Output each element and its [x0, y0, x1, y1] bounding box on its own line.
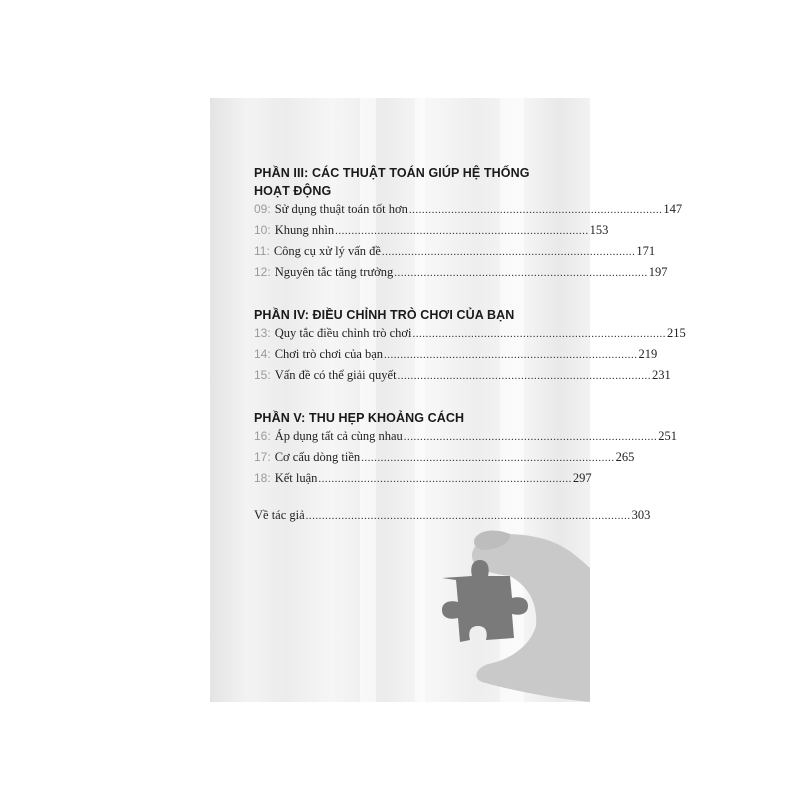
toc-entry[interactable]: 14 : Chơi trò chơi của bạn .............................................................................. 219 — [254, 347, 658, 361]
leader-dots: .................................................................................................... — [305, 510, 631, 522]
toc-entry[interactable]: 15 : Vấn đề có thể giải quyết .............................................................................. 231 — [254, 368, 671, 382]
leader-dots: .............................................................................. — [412, 328, 666, 340]
page-number: 197 — [648, 265, 668, 279]
page-number: 251 — [658, 429, 678, 443]
section-part-5 — [254, 409, 678, 492]
leader-dots: .............................................................................. — [408, 204, 663, 216]
toc-entry[interactable]: 12 : Nguyên tắc tăng trưởng .............................................................................. 197 — [254, 265, 668, 279]
leader-dots: .............................................................................. — [384, 349, 638, 361]
leader-dots: .............................................................................. — [318, 473, 572, 485]
chapter-number: 13 — [254, 326, 268, 340]
chapter-title: Quy tắc điều chỉnh trò chơi — [274, 326, 412, 340]
page-number: 219 — [638, 347, 658, 361]
chapter-title: Áp dụng tất cả cùng nhau — [274, 429, 403, 443]
leader-dots: .............................................................................. — [335, 225, 589, 237]
toc-entry[interactable]: 10 : Khung nhìn .............................................................................. 153 — [254, 223, 609, 237]
page-number: 153 — [589, 223, 609, 237]
chapter-number: 12 — [254, 265, 268, 279]
chapter-title: Vấn đề có thể giải quyết — [274, 368, 397, 382]
section-title: PHẦN III: CÁC THUẬT TOÁN GIÚP HỆ THỐNG — [254, 166, 530, 180]
book-page — [210, 98, 686, 702]
chapter-number: 14 — [254, 347, 268, 361]
toc-entry[interactable]: 18 : Kết luận .............................................................................. 297 — [254, 471, 592, 485]
chapter-title: Sử dụng thuật toán tốt hơn — [274, 202, 408, 216]
section-part-4 — [254, 306, 686, 389]
page-number: 215 — [666, 326, 686, 340]
section-title-continued: HOẠT ĐỘNG — [254, 184, 332, 198]
leader-dots: .............................................................................. — [361, 452, 615, 464]
leader-dots: .............................................................................. — [397, 370, 652, 382]
toc-entry[interactable]: 11 : Công cụ xử lý vấn đề .............................................................................. 171 — [254, 244, 656, 258]
page-number: 147 — [663, 202, 683, 216]
section-title: PHẦN IV: ĐIỀU CHỈNH TRÒ CHƠI CỦA BẠN — [254, 308, 515, 322]
toc-entry[interactable]: 16 : Áp dụng tất cả cùng nhau .............................................................................. 251 — [254, 429, 678, 443]
chapter-number: 17 — [254, 450, 268, 464]
toc-entry[interactable]: 13 : Quy tắc điều chỉnh trò chơi .............................................................................. 215 — [254, 326, 686, 340]
page-number: 297 — [572, 471, 592, 485]
chapter-title: Cơ cấu dòng tiền — [274, 450, 361, 464]
leader-dots: .............................................................................. — [403, 431, 658, 443]
chapter-number: 11 — [254, 244, 267, 258]
chapter-number: 10 — [254, 223, 268, 237]
chapter-title: Kết luận — [274, 471, 318, 485]
chapter-title: Nguyên tắc tăng trưởng — [274, 265, 394, 279]
page-number: 265 — [615, 450, 635, 464]
chapter-title: Chơi trò chơi của bạn — [274, 347, 384, 361]
chapter-number: 09 — [254, 202, 268, 216]
chapter-number: 16 — [254, 429, 268, 443]
section-title: PHẦN V: THU HẸP KHOẢNG CÁCH — [254, 411, 465, 425]
toc-entry[interactable]: 17 : Cơ cấu dòng tiền .............................................................................. 265 — [254, 450, 635, 464]
chapter-title: Khung nhìn — [274, 223, 335, 237]
about-author-title: Về tác giả — [254, 508, 305, 522]
chapter-number: 18 — [254, 471, 268, 485]
page-number: 231 — [652, 368, 671, 382]
chapter-number: 15 — [254, 368, 268, 382]
leader-dots: .............................................................................. — [394, 267, 648, 279]
page-number: 303 — [631, 508, 651, 522]
leader-dots: .............................................................................. — [381, 246, 636, 258]
chapter-title: Công cụ xử lý vấn đề — [273, 244, 381, 258]
section-part-3 — [254, 164, 683, 286]
toc-entry-about-author[interactable] — [254, 508, 651, 529]
table-of-contents — [254, 164, 686, 529]
page-number: 171 — [636, 244, 656, 258]
toc-entry[interactable]: 09 : Sử dụng thuật toán tốt hơn .............................................................................. 147 — [254, 202, 683, 216]
